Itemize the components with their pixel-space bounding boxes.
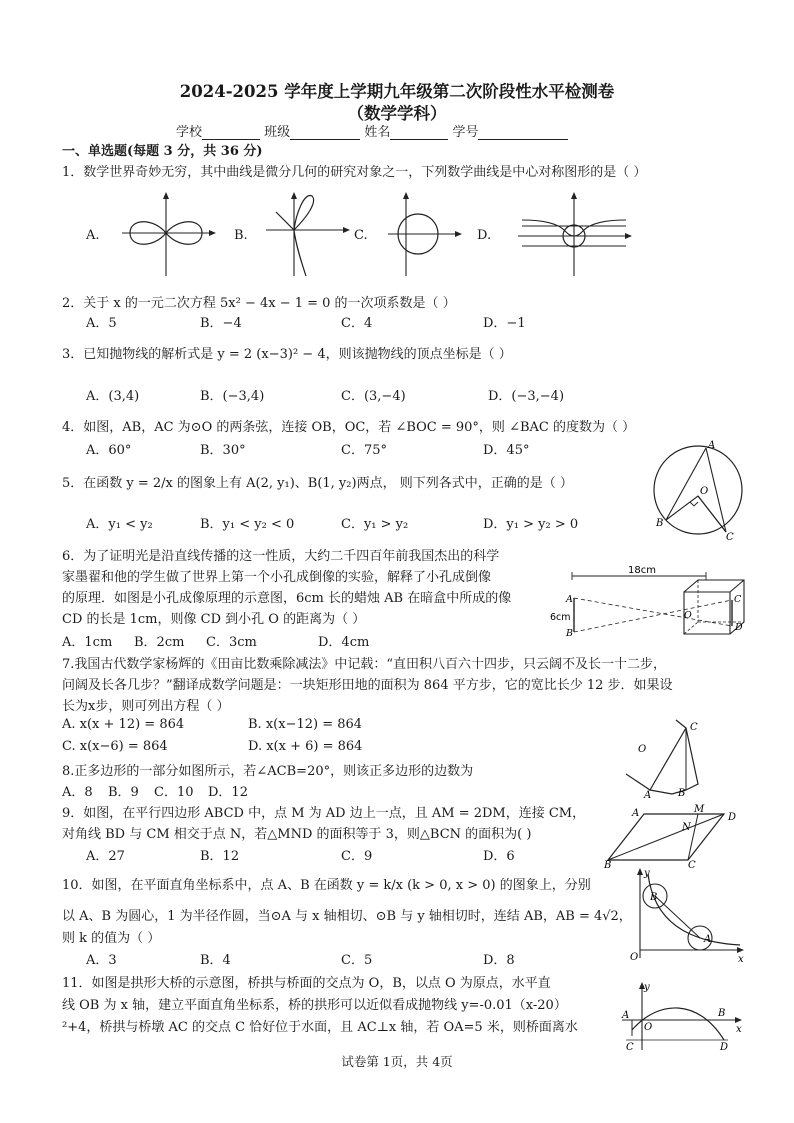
q2-option-a[interactable]: A．5 (86, 316, 117, 331)
q7-option-b[interactable]: B. x(x−12) = 864 (248, 717, 363, 732)
q11-line-3: ²+4，桥拱与桥墩 AC 的交点 C 恰好位于水面，且 AC⊥x 轴，若 OA=5 米，则桥面离水 (62, 1020, 578, 1035)
q10-option-a[interactable]: A．3 (86, 953, 117, 968)
q1-stem: 1．数学世界奇妙无穷，其中曲线是微分几何的研究对象之一，下列数学曲线是中心对称图形的是（ ） (62, 165, 647, 180)
q7-option-d[interactable]: D. x(x + 6) = 864 (248, 739, 363, 754)
q9-parallelogram-figure (604, 804, 744, 871)
q1-figure-b (262, 190, 352, 280)
q11-fig-label-y: y (644, 982, 650, 993)
q1-label-b: B. (234, 228, 248, 243)
q6-fig-label-c: C (734, 594, 742, 605)
section-heading: 一、单选题(每题 3 分，共 36 分) (62, 144, 263, 159)
q10-option-b[interactable]: B．4 (200, 953, 231, 968)
q9-fig-label-m: M (694, 804, 705, 815)
q5-fig-label-c: C (726, 532, 734, 543)
school-label: 学校 (176, 125, 203, 140)
q4-option-a[interactable]: A．60° (86, 443, 132, 458)
school-blank[interactable] (202, 127, 260, 140)
q9-option-b[interactable]: B．12 (200, 849, 240, 864)
q2-option-c[interactable]: C．4 (341, 316, 373, 331)
q6-fig-label-o: O (684, 610, 692, 621)
q6-option-c[interactable]: C．3cm (206, 635, 257, 650)
q9-fig-label-n: N (682, 822, 691, 833)
q11-fig-label-x: x (736, 1024, 742, 1035)
q6-fig-label-b: B (566, 628, 573, 639)
class-blank[interactable] (290, 127, 360, 140)
q5-stem: 5．在函数 y = 2/x 的图象上有 A(2, y₁)、B(1, y₂)两点， 则下列各式中，正确的是（ ） (62, 476, 573, 491)
q8-option-d[interactable]: D．12 (208, 785, 248, 800)
q2-option-b[interactable]: B．−4 (200, 316, 242, 331)
q7-option-a[interactable]: A. x(x + 12) = 864 (62, 717, 185, 732)
q9-option-a[interactable]: A．27 (86, 849, 125, 864)
q9-fig-label-c: C (688, 860, 696, 871)
q6-fig-label-6cm: 6cm (550, 612, 571, 623)
q1-label-a: A. (86, 228, 100, 243)
q8-fig-label-b: B (678, 788, 686, 799)
q10-fig-label-x: x (738, 954, 744, 965)
q4-circle-figure (650, 440, 750, 543)
q1-figure-c (384, 190, 464, 280)
q7-option-c[interactable]: C. x(x−6) = 864 (62, 739, 168, 754)
q10-fig-label-a: A (704, 934, 712, 945)
exam-subtitle: （数学学科） (347, 104, 447, 123)
q1-label-d: D. (477, 228, 492, 243)
q11-fig-label-c: C (626, 1042, 634, 1053)
q5-option-c[interactable]: C．y₁ > y₂ (341, 517, 409, 532)
q4-option-d[interactable]: D．45° (483, 443, 530, 458)
q3-stem: 3．已知抛物线的解析式是 y = 2 (x−3)² − 4，则该抛物线的顶点坐标是（ ） (62, 347, 512, 362)
q9-option-c[interactable]: C．9 (341, 849, 373, 864)
q6-fig-label-a: A (566, 594, 573, 605)
q2-stem: 2．关于 x 的一元二次方程 5x² − 4x − 1 = 0 的一次项系数是（ ） (62, 296, 456, 311)
q8-fig-label-o: O (638, 744, 647, 755)
student-id-label: 学号 (452, 125, 479, 140)
q11-fig-label-o: O (644, 1022, 653, 1033)
q6-fig-label-18cm: 18cm (628, 565, 656, 576)
q8-option-b[interactable]: B．9 (108, 785, 139, 800)
q3-option-b[interactable]: B．(−3,4) (200, 389, 265, 404)
q2-option-d[interactable]: D．−1 (483, 316, 526, 331)
q5-option-b[interactable]: B．y₁ < y₂ < 0 (200, 517, 295, 532)
q10-hyperbola-figure (628, 866, 748, 965)
q5-option-a[interactable]: A．y₁ < y₂ (86, 517, 153, 532)
q6-line-2: 家墨翟和他的学生做了世界上第一个小孔成倒像的实验，解释了小孔成倒像 (62, 570, 492, 585)
q1-label-c: C. (354, 228, 368, 243)
q8-stem: 8.正多边形的一部分如图所示，若∠ACB=20°，则该正多边形的边数为 (62, 764, 474, 779)
q6-line-3: 的原理．如图是小孔成像原理的示意图，6cm 长的蜡烛 AB 在暗盒中所成的像 (62, 591, 512, 606)
page-footer: 试卷第 1页，共 4页 (341, 1054, 453, 1069)
q5-option-d[interactable]: D．y₁ > y₂ > 0 (483, 517, 579, 532)
q5-fig-label-a: A (708, 440, 716, 451)
q7-line-3: 长为x步，则可列出方程（ ） (62, 699, 230, 714)
q8-option-a[interactable]: A．8 (62, 785, 93, 800)
name-blank[interactable] (390, 127, 448, 140)
q3-option-d[interactable]: D．(−3,−4) (488, 389, 565, 404)
q11-fig-label-a: A (622, 1010, 630, 1021)
q9-line-1: 9．如图，在平行四边形 ABCD 中，点 M 为 AD 边上一点，且 AM = 2DM，连接 CM， (62, 806, 586, 821)
q7-line-2: 问阔及长各几步？”翻译成数学问题是：一块矩形田地的面积为 864 平方步，它的宽比长少 12 步．如果设 (62, 678, 673, 693)
student-id-blank[interactable] (478, 127, 568, 140)
q1-figure-d (514, 190, 634, 280)
q5-fig-label-b: B (656, 518, 664, 529)
q4-option-b[interactable]: B．30° (200, 443, 246, 458)
q8-fig-label-a: A (644, 790, 652, 801)
q11-bridge-figure (618, 980, 748, 1054)
q6-fig-label-d: D (735, 622, 743, 633)
student-info-row (176, 121, 568, 140)
q10-fig-label-o: O (630, 952, 639, 963)
q5-fig-label-o: O (700, 486, 709, 497)
q7-line-1: 7.我国古代数学家杨辉的《田亩比数乘除减法》中记载：“直田积八百六十四步，只云阔不及长一十二步， (62, 657, 667, 672)
q8-option-c[interactable]: C．10 (154, 785, 194, 800)
q10-fig-label-y: y (644, 868, 650, 879)
q6-option-a[interactable]: A．1cm (62, 635, 113, 650)
q6-option-b[interactable]: B．2cm (134, 635, 185, 650)
q9-fig-label-d: D (728, 812, 737, 823)
q6-line-4: CD 的长是 1cm，则像 CD 到小孔 O 的距离为（ ） (62, 612, 366, 627)
q4-stem: 4．如图，AB，AC 为⊙O 的两条弦，连接 OB，OC，若 ∠BOC = 90°，则 ∠BAC 的度数为（ ） (62, 420, 636, 435)
q9-fig-label-a: A (632, 808, 640, 819)
q10-line-2: 以 A、B 为圆心，1 为半径作圆，当⊙A 与 x 轴相切、⊙B 与 y 轴相切时，连结 AB，AB = 4√2， (62, 909, 632, 924)
q10-option-d[interactable]: D．8 (483, 953, 515, 968)
name-label: 姓名 (364, 125, 391, 140)
q11-fig-label-b: B (718, 1008, 726, 1019)
q4-option-c[interactable]: C．75° (341, 443, 387, 458)
q10-fig-label-b: B (650, 892, 658, 903)
exam-title: 2024-2025 学年度上学期九年级第二次阶段性水平检测卷 (179, 82, 615, 101)
q10-line-3: 则 k 的值为（ ） (62, 931, 161, 946)
q6-pinhole-figure (548, 562, 754, 642)
q6-option-d[interactable]: D．4cm (318, 635, 370, 650)
q11-line-1: 11．如图是拱形大桥的示意图，桥拱与桥面的交点为 O，B，以点 O 为原点，水平直 (62, 976, 551, 991)
q1-figure-a (118, 190, 218, 280)
class-label: 班级 (264, 125, 291, 140)
q9-option-d[interactable]: D．6 (483, 849, 515, 864)
q10-option-c[interactable]: C．5 (341, 953, 373, 968)
q9-fig-label-b: B (604, 860, 612, 871)
q3-option-c[interactable]: C．(3,−4) (341, 389, 406, 404)
q10-line-1: 10．如图，在平面直角坐标系中，点 A、B 在函数 y = k/x (k > 0, x > 0) 的图象上，分别 (62, 878, 591, 893)
q8-polygon-figure (620, 718, 710, 802)
q9-line-2: 对角线 BD 与 CM 相交于点 N，若△MND 的面积等于 3，则△BCN 的面积为( ) (62, 827, 532, 842)
q8-fig-label-c: C (690, 722, 698, 733)
q6-line-1: 6．为了证明光是沿直线传播的这一性质，大约二千四百年前我国杰出的科学 (62, 549, 500, 564)
q11-line-2: 线 OB 为 x 轴，建立平面直角坐标系，桥的拱形可以近似看成抛物线 y=-0.01（x-20） (62, 998, 567, 1013)
q3-option-a[interactable]: A．(3,4) (86, 389, 140, 404)
q11-fig-label-d: D (720, 1042, 729, 1053)
